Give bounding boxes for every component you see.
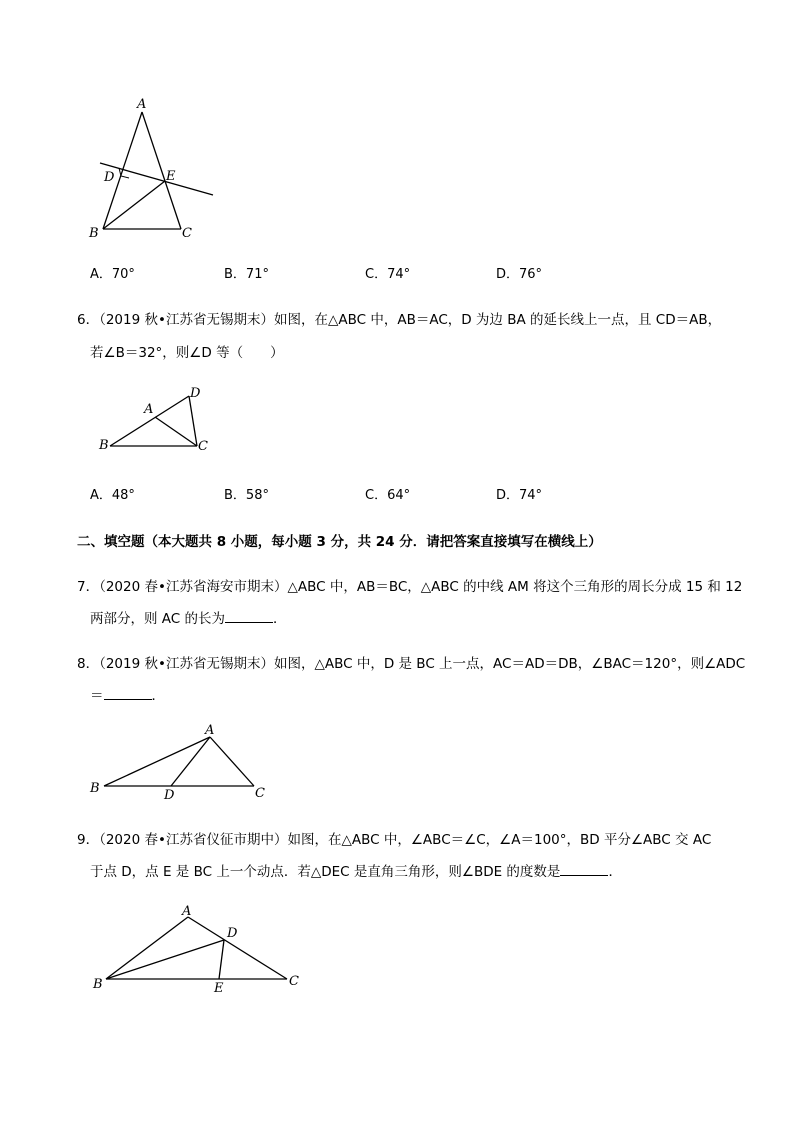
- q6-label-a: A: [144, 402, 154, 417]
- q7-source: （2020 春•江苏省海安市期末）: [99, 579, 288, 595]
- q9-line-1: [77, 828, 711, 848]
- q5-option-b[interactable]: B．71°: [224, 267, 269, 282]
- q8-text-line-1: 如图，△ABC 中，D 是 BC 上一点，AC＝AD＝DB，∠BAC＝120°，则∠ADC: [273, 656, 746, 672]
- q9-text-line-1: 如图，在△ABC 中，∠ABC＝∠C，∠A＝100°，BD 平分∠ABC 交 AC: [287, 832, 712, 848]
- section-2-title: 二、填空题（本大题共 8 小题，每小题 3 分，共 24 分．请把答案直接填写在横线上）: [77, 534, 602, 550]
- q9-text-line-2a: 于点 D，点 E 是 BC 上一个动点．若△DEC 是直角三角形，则∠BDE 的度数是: [90, 864, 561, 880]
- q6-text-line-1: 如图，在△ABC 中，AB＝AC，D 为边 BA 的延长线上一点，且 CD＝AB，: [273, 312, 722, 328]
- q7-text-line-1: △ABC 中，AB＝BC，△ABC 的中线 AM 将这个三角形的周长分成 15 和 12: [287, 579, 743, 595]
- q9-segment-de: [219, 940, 224, 979]
- q6-text-line-2: 若∠B＝32°，则∠D 等（ ）: [90, 345, 284, 361]
- q8-text-line-2b: ．: [151, 688, 165, 704]
- q9-line-2: [90, 860, 622, 880]
- q6-figure: [95, 382, 215, 454]
- q8-number: 8．: [77, 656, 100, 672]
- q5-label-e: E: [166, 169, 176, 184]
- q7-number: 7．: [77, 579, 100, 595]
- q8-answer-blank[interactable]: [104, 699, 152, 700]
- q6-option-b[interactable]: B．58°: [224, 488, 269, 503]
- q8-text-line-2a: ＝: [90, 688, 104, 704]
- q7-line-2: [90, 607, 287, 627]
- q7-text-line-2a: 两部分，则 AC 的长为: [90, 611, 226, 627]
- q7-line-1: [77, 575, 742, 595]
- q8-label-d: D: [164, 788, 175, 803]
- q8-label-a: A: [205, 723, 215, 738]
- q9-side-ab: [106, 917, 188, 979]
- q6-label-d: D: [190, 386, 201, 401]
- q8-side-ac: [210, 737, 254, 786]
- q6-option-c[interactable]: C．64°: [365, 488, 411, 503]
- q8-line-2: [90, 684, 165, 704]
- q8-label-c: C: [255, 786, 265, 801]
- q5-label-d: D: [104, 170, 115, 185]
- q8-figure: [85, 720, 270, 805]
- q6-label-c: C: [198, 439, 208, 454]
- q9-segment-bd: [106, 940, 224, 979]
- q6-option-a[interactable]: A．48°: [90, 488, 135, 503]
- q5-figure: [80, 92, 230, 244]
- q9-label-e: E: [214, 981, 224, 996]
- q6-number: 6．: [77, 312, 100, 328]
- q9-label-a: A: [182, 904, 192, 919]
- q5-perpendicular-line: [100, 163, 213, 195]
- q7-answer-blank[interactable]: [225, 622, 273, 623]
- q8-side-ab: [104, 737, 210, 786]
- q5-label-a: A: [137, 97, 147, 112]
- q9-label-d: D: [227, 926, 238, 941]
- q9-label-c: C: [289, 974, 299, 989]
- q9-source: （2020 春•江苏省仪征市期中）: [99, 832, 288, 848]
- q8-segment-ad: [171, 737, 210, 786]
- q9-text-line-2b: ．: [608, 864, 622, 880]
- q6-label-b: B: [99, 438, 109, 453]
- q8-line-1: [77, 652, 745, 672]
- q6-source: （2019 秋•江苏省无锡期末）: [99, 312, 274, 328]
- q7-text-line-2b: ．: [273, 611, 287, 627]
- q9-side-ac: [188, 917, 287, 979]
- q6-option-d[interactable]: D．74°: [496, 488, 543, 503]
- q9-number: 9．: [77, 832, 100, 848]
- q5-option-c[interactable]: C．74°: [365, 267, 411, 282]
- q9-figure: [85, 900, 305, 1000]
- q6-side-ac: [155, 417, 197, 446]
- q6-side-cd: [189, 396, 197, 446]
- q5-segment-be: [103, 181, 165, 229]
- q8-label-b: B: [90, 781, 100, 796]
- q5-option-a[interactable]: A．70°: [90, 267, 135, 282]
- q9-label-b: B: [93, 977, 103, 992]
- q5-label-b: B: [89, 226, 99, 241]
- q5-label-c: C: [182, 226, 192, 241]
- q5-option-d[interactable]: D．76°: [496, 267, 543, 282]
- q8-source: （2019 秋•江苏省无锡期末）: [99, 656, 274, 672]
- q9-answer-blank[interactable]: [560, 875, 608, 876]
- q6-line-1: [77, 308, 721, 328]
